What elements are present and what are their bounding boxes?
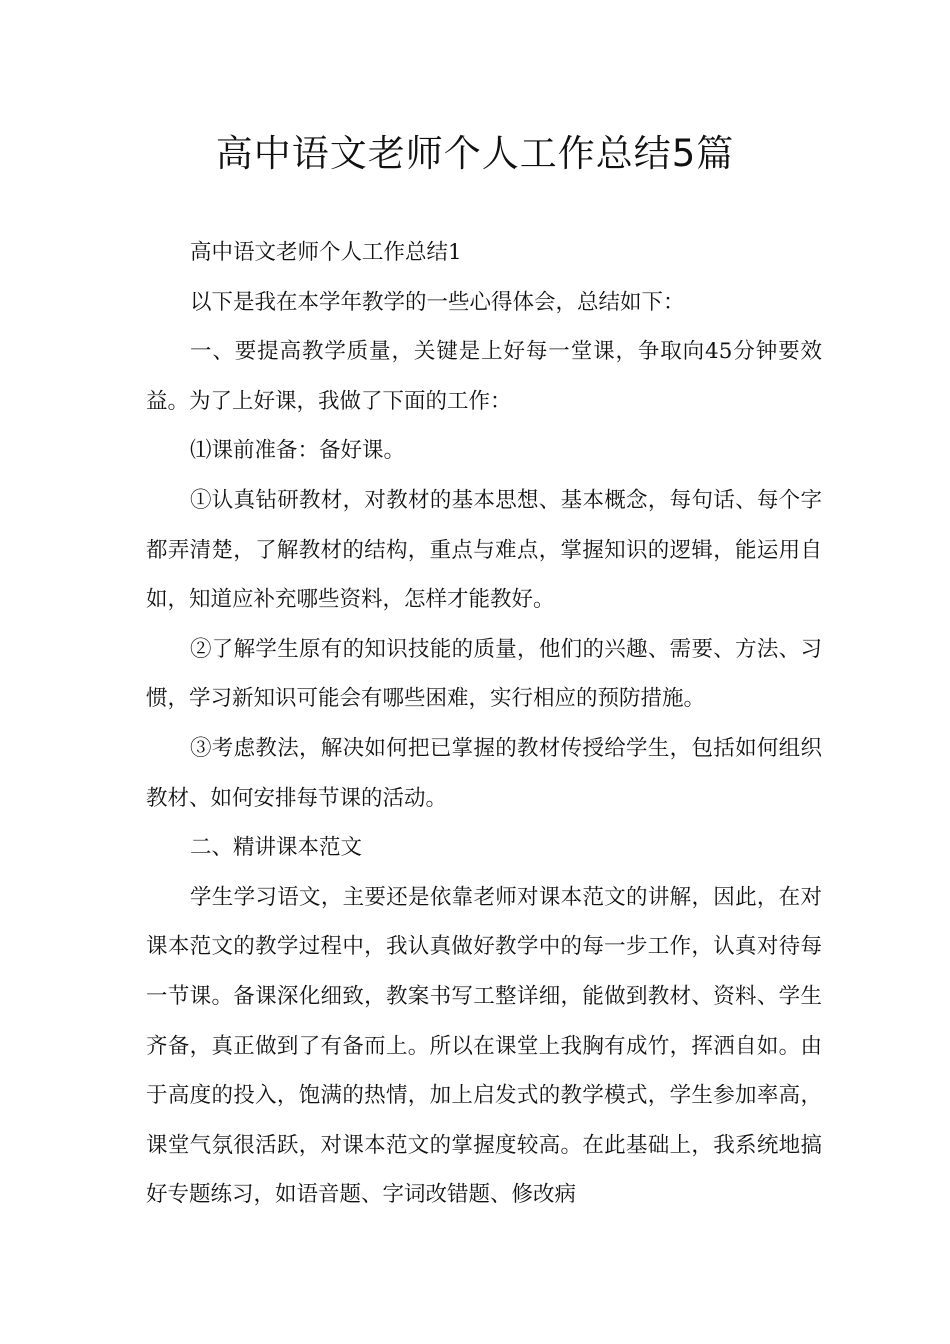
document-title: 高中语文老师个人工作总结5篇 [215, 132, 735, 175]
point-two-paragraph: 学生学习语文，主要还是依靠老师对课本范文的讲解，因此，在对课本范文的教学过程中，我认真做好教学中的每一步工作，认真对待每一节课。备课深化细致，教案书写工整详细，能做到教材、资料、学生齐备，真正做到了有备而上。所以在课堂上我胸有成竹，挥洒自如。由于高度的投入，饱满的热情，加上启发式的教学模式，学生参加率高，课堂气氛很活跃，对课本范文的掌握度较高。在此基础上，我系统地搞好专题练习，如语音题、字词改错题、修改病 [146, 884, 822, 1208]
lesson-prep-heading: ⑴课前准备：备好课。 [190, 438, 406, 464]
intro-paragraph: 以下是我在本学年教学的一些心得体会，总结如下： [190, 289, 685, 315]
prep-item-1-paragraph: ①认真钻研教材，对教材的基本思想、基本概念，每句话、每个字都弄清楚，了解教材的结构，重点与难点，掌握知识的逻辑，能运用自如，知道应补充哪些资料，怎样才能教好。 [146, 487, 822, 613]
section-heading-1: 高中语文老师个人工作总结1 [190, 240, 462, 265]
document-body [146, 228, 822, 1220]
point-one-paragraph: 一、要提高教学质量，关键是上好每一堂课，争取向45分钟要效益。为了上好课，我做了下面的工作： [146, 339, 822, 414]
prep-item-2-paragraph: ②了解学生原有的知识技能的质量，他们的兴趣、需要、方法、习惯，学习新知识可能会有哪些困难，实行相应的预防措施。 [146, 636, 822, 712]
prep-item-3-paragraph: ③考虑教法，解决如何把已掌握的教材传授给学生，包括如何组织教材、如何安排每节课的活动。 [146, 735, 822, 811]
point-two-heading: 二、精讲课本范文 [190, 835, 363, 861]
